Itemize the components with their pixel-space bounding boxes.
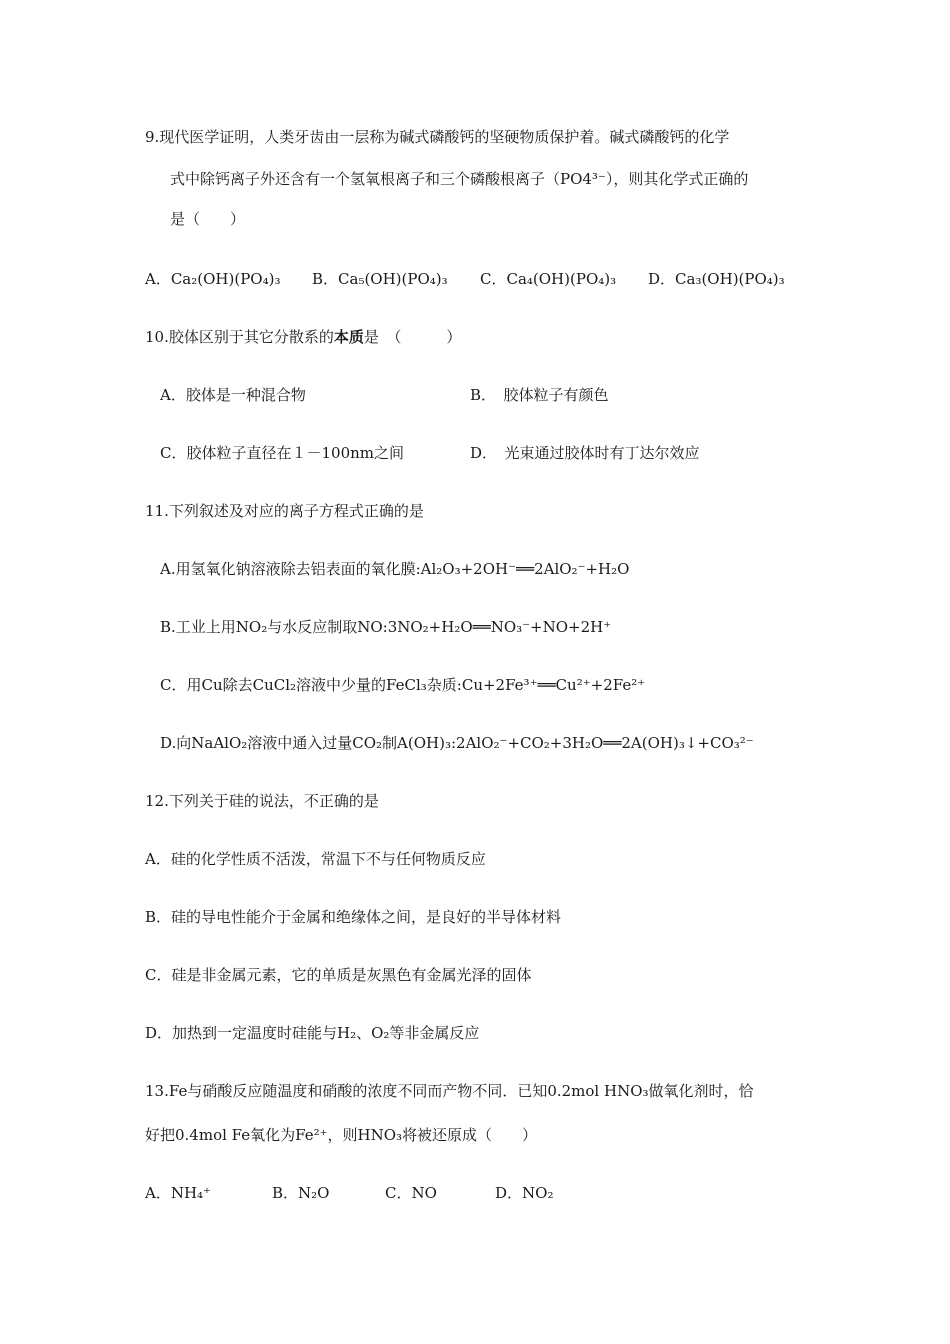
q13-option-a: A．NH₄⁺ — [145, 1184, 211, 1202]
q13-stem-line1: 13.Fe与硝酸反应随温度和硝酸的浓度不同而产物不同．已知0.2mol HNO₃做氧化剂时，恰 — [145, 1082, 754, 1100]
q12-option-c: C．硅是非金属元素，它的单质是灰黑色有金属光泽的固体 — [145, 966, 532, 984]
q12-option-b: B．硅的导电性能介于金属和绝缘体之间，是良好的半导体材料 — [145, 908, 562, 926]
q13-stem-line2: 好把0.4mol Fe氧化为Fe²⁺，则HNO₃将被还原成（ ） — [145, 1126, 538, 1144]
q13-option-c: C．NO — [385, 1184, 437, 1202]
q9-option-c: C．Ca₄(OH)(PO₄)₃ — [480, 270, 617, 288]
q11-option-a: A.用氢氧化钠溶液除去铝表面的氧化膜:Al₂O₃+2OH⁻══2AlO₂⁻+H₂O — [160, 560, 630, 578]
q10-option-c: C．胶体粒子直径在１－100nm之间 — [160, 444, 404, 462]
q9-option-a: A．Ca₂(OH)(PO₄)₃ — [145, 270, 281, 288]
q10-option-a: A．胶体是一种混合物 — [160, 386, 306, 404]
q10-option-d: D． 光束通过胶体时有丁达尔效应 — [470, 444, 700, 462]
q12-option-a: A．硅的化学性质不活泼，常温下不与任何物质反应 — [145, 850, 486, 868]
q12-option-d: D．加热到一定温度时硅能与H₂、O₂等非金属反应 — [145, 1024, 480, 1042]
q9-stem-line3: 是（ ） — [170, 210, 246, 228]
q10-stem-post: 是 （ ） — [363, 328, 462, 346]
q9-option-b: B．Ca₅(OH)(PO₄)₃ — [312, 270, 448, 288]
q10-stem-pre: 10.胶体区别于其它分散系的 — [145, 328, 334, 346]
q11-option-c: C．用Cu除去CuCl₂溶液中少量的FeCl₃杂质:Cu+2Fe³⁺══Cu²⁺+2Fe²⁺ — [160, 676, 646, 694]
q12-stem: 12.下列关于硅的说法，不正确的是 — [145, 792, 379, 810]
q13-option-b: B．N₂O — [272, 1184, 330, 1202]
q10-option-b: B． 胶体粒子有颜色 — [470, 386, 609, 404]
q10-stem-bold: 本质 — [333, 328, 364, 346]
q13-option-d: D．NO₂ — [495, 1184, 554, 1202]
q9-stem-line2: 式中除钙离子外还含有一个氢氧根离子和三个磷酸根离子（PO4³⁻），则其化学式正确的 — [170, 170, 749, 188]
q10-stem — [145, 326, 461, 348]
q11-option-b: B.工业上用NO₂与水反应制取NO:3NO₂+H₂O══NO₃⁻+NO+2H⁺ — [160, 618, 612, 636]
q11-stem: 11.下列叙述及对应的离子方程式正确的是 — [145, 502, 424, 520]
q11-option-d: D.向NaAlO₂溶液中通入过量CO₂制A(OH)₃:2AlO₂⁻+CO₂+3H₂O══2A(OH)₃↓+CO₃²⁻ — [160, 734, 754, 752]
q9-stem-line1: 9.现代医学证明，人类牙齿由一层称为碱式磷酸钙的坚硬物质保护着。碱式磷酸钙的化学 — [145, 128, 730, 146]
q9-option-d: D．Ca₃(OH)(PO₄)₃ — [648, 270, 785, 288]
